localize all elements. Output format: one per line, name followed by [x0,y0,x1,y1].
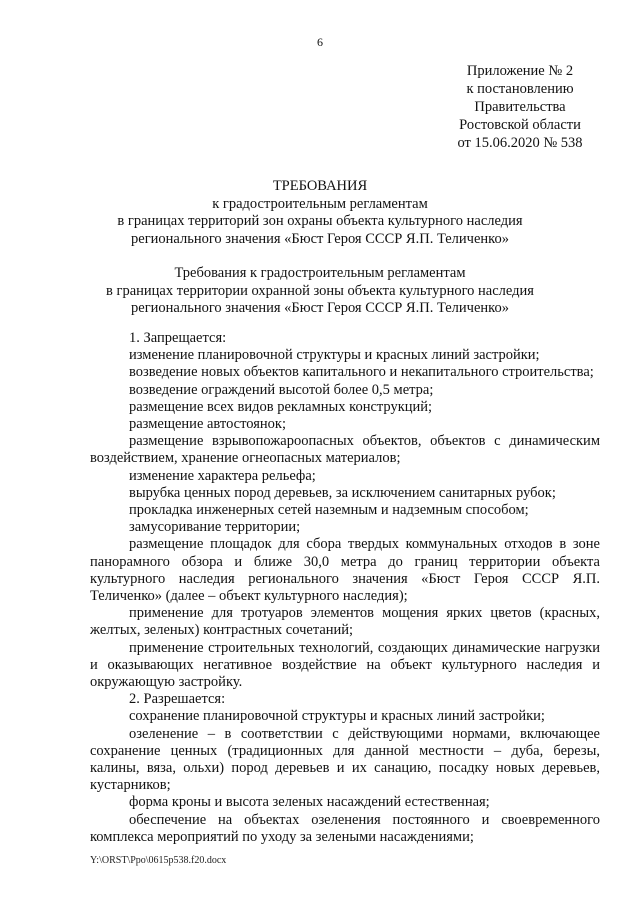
list-item: размещение взрывопожароопасных объектов, объектов с динамическим воздействием, хранение огнеопасных материалов; [90,433,600,467]
list-item: озеленение – в соответствии с действующими нормами, включающее сохранение ценных (традиционных для данной местности – дуба, березы, калины, вяза, ольхи) пород деревьев и их санацию, посадку новых деревьев, кустарников; [90,725,600,794]
list-item: замусоривание территории; [129,519,301,536]
title-line: к градостроительным регламентам [212,195,428,212]
list-item: возведение новых объектов капитального и некапитального строительства; [129,364,594,381]
section-heading-permitted: 2. Разрешается: [129,691,226,708]
document-body [90,330,600,846]
title-heading: ТРЕБОВАНИЯ [272,178,368,194]
section-heading-prohibited: 1. Запрещается: [129,330,227,346]
title-line: в границах территорий зон охраны объекта культурного наследия [117,213,523,229]
appendix-line: Приложение № 2 [466,63,574,79]
appendix-line: Правительства [474,99,566,115]
list-item: изменение характера рельефа; [129,467,316,484]
subtitle-line: Требования к градостроительным регламентам [174,265,466,281]
list-item: обеспечение на объектах озеленения постоянного и своевременного комплекса мероприятий по уходу за зелеными насаждениями; [90,811,600,845]
list-item: размещение автостоянок; [129,416,286,433]
list-item: вырубка ценных пород деревьев, за исключением санитарных рубок; [129,484,556,501]
list-item: применение строительных технологий, создающих динамические нагрузки и оказывающих негативное воздействие на объект культурного наследия и окружающую застройку. [90,639,600,691]
list-item: возведение ограждений высотой более 0,5 метра; [129,381,434,398]
subtitle-line: регионального значения «Бюст Героя СССР Я.П. Теличенко» [131,300,509,316]
page-number: 6 [317,35,323,49]
title-line: регионального значения «Бюст Героя СССР Я.П. Теличенко» [131,230,509,247]
list-item: применение для тротуаров элементов мощения ярких цветов (красных, желтых, зеленых) контрастных сочетаний; [90,605,600,639]
list-item: размещение площадок для сбора твердых коммунальных отходов в зоне панорамного обзора и ближе 30,0 метра до границ территории объекта культурного наследия регионального значения «Бюст Героя СССР Я.П. Теличенко» (далее – объект культурного наследия); [90,536,600,605]
document-title [90,178,550,248]
file-path-footer: Y:\ORST\Ppo\0615p538.f20.docx [90,855,227,866]
section-subtitle [90,265,550,318]
list-item: изменение планировочной структуры и красных линий застройки; [129,347,540,364]
list-item: сохранение планировочной структуры и красных линий застройки; [129,708,545,725]
appendix-block [440,62,600,152]
list-item: прокладка инженерных сетей наземным и надземным способом; [129,502,529,519]
appendix-line: Ростовской области [459,117,581,133]
list-item: форма кроны и высота зеленых насаждений естественная; [129,794,490,811]
subtitle-line: в границах территории охранной зоны объекта культурного наследия [106,282,534,299]
appendix-line: от 15.06.2020 № 538 [457,135,583,151]
list-item: размещение всех видов рекламных конструкций; [129,398,433,415]
appendix-line: к постановлению [466,81,574,97]
